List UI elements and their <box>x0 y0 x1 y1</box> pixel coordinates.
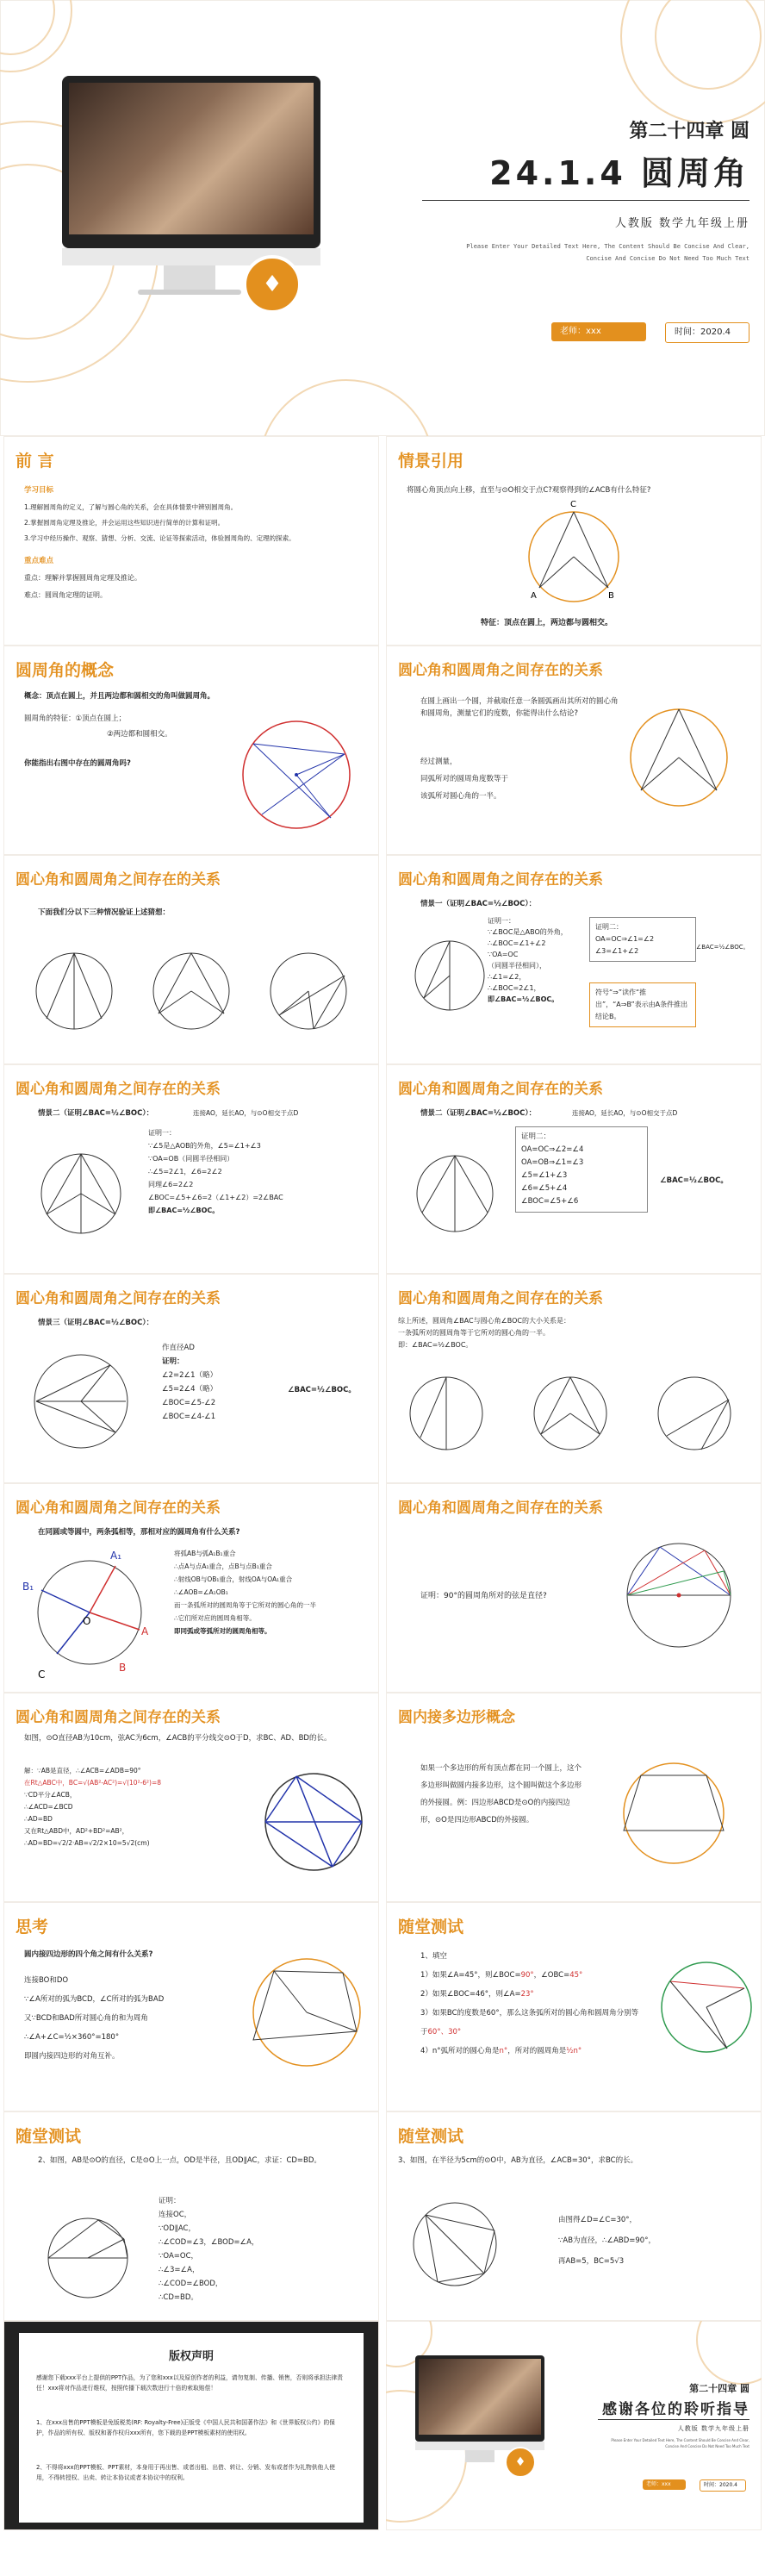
description-line: Please Enter Your Detailed Text Here, The Content Should Be Concise And Clear, <box>466 243 749 250</box>
reasoning: 连接BO和DO ∵∠A所对的弧为BCD，∠C所对的弧为BAD 又∵BCD和BAD所对圆心角的和为周角 ∴∠A+∠C=½×360°=180° 即圆内接四边形的对角互补。 <box>24 1976 165 2061</box>
description-line: Please Enter Your Detailed Text Here, The Content Should Be Concise And Clear, <box>611 2438 749 2442</box>
decor-ring <box>258 379 434 436</box>
slide-title: 圆心角和圆周角之间存在的关系 <box>398 1500 603 1517</box>
monitor-stand <box>164 265 215 290</box>
case-heading: 情景二（证明∠BAC=½∠BOC）： <box>38 1109 154 1118</box>
slide-title: 圆心角和圆周角之间存在的关系 <box>16 1290 221 1307</box>
slide-title: 随堂测试 <box>398 2127 464 2146</box>
circle-diagram <box>386 436 762 646</box>
answer: 特征：顶点在圆上，两边都与圆相交。 <box>481 619 613 627</box>
paragraph: 如果一个多边形的所有顶点都在同一个圆上，这个多边形叫做圆内接多边形，这个圆叫做这个多边形的外接圆。例：四边形ABCD是⊙O的内接四边形，⊙O是四边形ABCD的外接圆。 <box>420 1764 582 1824</box>
goals-heading: 学习目标 <box>24 486 54 495</box>
slide-test-1 <box>386 1902 762 2111</box>
closing-title: 感谢各位的聆听指导 <box>602 2401 749 2418</box>
proof: 证明一： ∵∠5是△AOB的外角，∠5=∠1+∠3 ∵OA=OB（同圆半径相同） ∴∠5=2∠1，∠6=2∠2 同理∠6=2∠2 ∠BOC=∠5+∠6=2（∠1+∠2）=2∠BAC 即∠BAC=½∠BOC。 <box>148 1129 283 1214</box>
circle-diagram <box>386 646 762 855</box>
description-line: Concise And Concise Do Not Need Too Much Text <box>665 2444 749 2448</box>
slide-title: 随堂测试 <box>16 2127 82 2146</box>
slide-relation-10 <box>3 1693 379 1902</box>
slide-relation-6 <box>3 1274 379 1483</box>
question: 3、如图，在半径为5cm的⊙O中，AB为直径，∠ACB=30°，求BC的长。 <box>398 2156 638 2165</box>
paragraph: 经过测量， <box>420 758 457 766</box>
chapter-title: 第二十四章 圆 <box>629 121 749 142</box>
solution: 由图得∠D=∠C=30°， ∵AB为直径，∴∠ABD=90°， 再AB=5，BC=5√3 <box>558 2216 656 2266</box>
slide-title: 圆心角和圆周角之间存在的关系 <box>398 1290 603 1307</box>
paragraph: 即：∠BAC=½∠BOC。 <box>398 1341 473 1349</box>
paragraph: 下面我们分以下三种情况验证上述猜想： <box>38 908 171 917</box>
subtitle: 人教版 数学九年级上册 <box>614 217 749 230</box>
goal-item: 2.掌握圆周角定理及推论，并会运用这些知识进行简单的计算和证明。 <box>24 519 225 527</box>
circle-diagram <box>386 1693 762 1902</box>
circle-diagram <box>3 1902 379 2111</box>
slide-title: 情景引用 <box>398 452 464 471</box>
slide-title: 思考 <box>16 1918 49 1937</box>
slide-closing <box>386 2321 762 2530</box>
slide-relation-2 <box>3 855 379 1064</box>
result: ∠BAC=½∠BOC。 <box>696 944 749 951</box>
question: 证明：90°的圆周角所对的弦是直径? <box>420 1592 547 1600</box>
feature-1: 圆周角的特征：①顶点在圆上； <box>24 714 127 723</box>
svg-text:O: O <box>83 1615 91 1627</box>
slide-title: 圆心角和圆周角之间存在的关系 <box>398 871 603 889</box>
svg-text:A: A <box>531 591 537 601</box>
copyright-title: 版权声明 <box>168 2350 214 2363</box>
proof-2: 证明二： OA=OC⇒∠1=∠2 ∠3=∠1+∠2 <box>589 917 696 962</box>
slide-polygon <box>386 1693 762 1902</box>
slide-title: 圆周角的概念 <box>16 661 115 680</box>
page-title: 24.1.4 圆周角 <box>489 154 749 192</box>
symbol-note: 符号“⇒”读作“推出”，“A⇒B”表示由A条件推出结论B。 <box>589 982 696 1027</box>
divider <box>598 2419 749 2420</box>
svg-text:B: B <box>608 591 614 601</box>
copyright-paragraph: 1、在xxx出售的PPT模板是免版税类(RF: Royalty-Free)正版受《中国人民共和国著作法》和《世界版权公约》的保护，作品的所有权、版权和著作权归xxx所有，您下载的是PPT模板素材的使用权。 <box>36 2419 335 2436</box>
slide-title: 圆心角和圆周角之间存在的关系 <box>16 871 221 889</box>
paragraph: 同弧所对的圆周角度数等于 <box>420 775 509 783</box>
slide-test-2 <box>3 2111 379 2321</box>
slide-copyright <box>3 2321 379 2530</box>
svg-text:B₁: B₁ <box>22 1581 34 1593</box>
slide-relation-8 <box>3 1483 379 1693</box>
copyright-card <box>19 2333 364 2523</box>
hint: 连接AO，延长AO，与⊙O相交于点D <box>193 1109 299 1117</box>
circle-diagram <box>386 1483 762 1693</box>
time-badge: 时间：2020.4 <box>700 2479 746 2492</box>
key-item: 重点：理解并掌握圆周角定理及推论。 <box>24 574 141 582</box>
case-heading: 情景一（证明∠BAC=½∠BOC）： <box>420 900 537 908</box>
teacher-badge: 老师：xxx <box>643 2479 686 2490</box>
proof: 将弧AB与弧A₁B₁重合 ∴点A与点A₁重合，点B与点B₁重合 ∴射线OB与OB₁重合，射线OA与OA₁重合 ∴∠AOB=∠A₁OB₁ 而一条弧所对的圆周角等于它所对的圆心角的一半 ∴它们所对应的圆周角相等。 即同弧或等弧所对的圆周角相等。 <box>174 1550 316 1635</box>
paragraph: 一条弧所对的圆周角等于它所对的圆心角的一半。 <box>398 1329 550 1337</box>
description-line: Concise And Concise Do Not Need Too Much Text <box>586 255 749 262</box>
slide-title: 前 言 <box>16 452 54 471</box>
key-item: 难点：圆周角定理的证明。 <box>24 591 107 599</box>
case-heading: 情景三（证明∠BAC=½∠BOC）： <box>38 1319 154 1327</box>
proof: 证明二： OA=OC⇒∠2=∠4 OA=OB⇒∠1=∠3 ∠5=∠1+∠3 ∠6=∠5+∠4 ∠BOC=∠5+∠6 <box>515 1126 648 1213</box>
bell-icon: ♦ <box>505 2447 536 2478</box>
paragraph: 综上所述，圆周角∠BAC与圆心角∠BOC的大小关系是： <box>398 1317 570 1325</box>
copyright-paragraph: 感谢您下载xxx平台上提供的PPT作品，为了您和xxx以及原创作者的利益，请勿复制、传播、销售，否则将承担法律责任！xxx将对作品进行维权，按照传播下载次数进行十倍的索取赔偿！ <box>36 2374 343 2392</box>
monitor-photo <box>419 2359 541 2435</box>
monitor-frame <box>415 2355 544 2442</box>
goal-item: 1.理解圆周角的定义，了解与圆心角的关系，会在具体情景中辨别圆周角。 <box>24 503 238 511</box>
result: ∠BAC=½∠BOC。 <box>288 1386 356 1394</box>
solution: 解：∵AB是直径，∴∠ACB=∠ADB=90° 在Rt△ABC中，BC=√(AB²-AC²)=√(10²-6²)=8 ∵CD平分∠ACB， ∴∠ACD=∠BCD ∴AD=BD 又在Rt△ABD中，AD²+BD²=AB²， ∴AD=BD=√2/2·AB=√2/2×10=5√2(cm) <box>24 1767 162 1847</box>
monitor-base <box>138 290 241 295</box>
slide-title: 圆心角和圆周角之间存在的关系 <box>16 1500 221 1517</box>
monitor-photo <box>69 83 314 234</box>
key-heading: 重点难点 <box>24 557 54 565</box>
svg-text:A: A <box>141 1625 149 1637</box>
bell-icon: ♦ <box>243 255 302 314</box>
slide-title: 随堂测试 <box>398 1918 464 1937</box>
slide-intro <box>386 436 762 646</box>
slide-relation-4 <box>3 1064 379 1274</box>
svg-text:A₁: A₁ <box>110 1550 122 1562</box>
slide-relation-1 <box>386 646 762 855</box>
copyright-paragraph: 2、不得将xxx的PPT模板、PPT素材，本身用于再出售、或者出租、出借、转让、分销、发布或者作为礼物供他人使用，不得转授权、出卖、转让本协议或者本协议中的权利。 <box>36 2464 335 2481</box>
paragraph: 该弧所对圆心角的一半。 <box>420 792 501 801</box>
goal-item: 3.学习中经历操作、观察、猜想、分析、交流、论证等探索活动，体验圆周角的、定理的探索。 <box>24 534 295 542</box>
question: 2、如图，AB是⊙O的直径，C是⊙O上一点，OD是半径，且OD∥AC，求证：CD=BD。 <box>38 2156 321 2165</box>
decor-ring <box>696 2321 762 2385</box>
proof: 证明： 连接OC， ∵OD∥AC， ∴∠COD=∠3，∠BOD=∠A， ∵OA=OC， ∴∠3=∠A， ∴∠COD=∠BOD， ∴CD=BD。 <box>159 2197 259 2302</box>
slide-concept <box>3 646 379 855</box>
three-cases-diagram <box>3 855 379 1064</box>
case-heading: 情景二（证明∠BAC=½∠BOC）： <box>420 1109 537 1118</box>
question: 在同圆或等圆中，两条弧相等，那相对应的圆周角有什么关系? <box>38 1528 240 1537</box>
slide-relation-7 <box>386 1274 762 1483</box>
slide-relation-3 <box>386 855 762 1064</box>
svg-text:C: C <box>38 1668 46 1681</box>
circle-diagram <box>3 1693 379 1902</box>
time-badge: 时间：2020.4 <box>665 322 749 343</box>
slide-relation-9 <box>386 1483 762 1693</box>
definition: 概念：顶点在圆上，并且两边都和圆相交的角叫做圆周角。 <box>24 692 215 701</box>
paragraph: 在圆上画出一个圆，并截取任意一条圆弧画出其所对的圆心角和圆周角，测量它们的度数，你能得出什么结论? <box>420 697 619 718</box>
slide-preface <box>3 436 379 646</box>
slide-relation-5 <box>386 1064 762 1274</box>
proof: 作直径AD 证明： ∠2=2∠1（略） ∠5=2∠4（略） ∠BOC=∠5-∠2 ∠BOC=∠4-∠1 <box>162 1344 218 1421</box>
circle-diagram <box>3 646 379 855</box>
slide-think <box>3 1902 379 2111</box>
monitor-stand <box>465 2450 494 2462</box>
question: 圆内接四边形的四个角之间有什么关系? <box>24 1950 153 1959</box>
slide-test-3 <box>386 2111 762 2321</box>
slide-title: 圆心角和圆周角之间存在的关系 <box>398 1081 603 1098</box>
slide-title: 圆内接多边形概念 <box>398 1709 515 1726</box>
question: 将圆心角顶点向上移，直至与⊙O相交于点C?观察得到的∠ACB有什么特征? <box>407 486 651 495</box>
three-cases-diagram <box>386 1274 762 1483</box>
exercise: 1、填空 1）如果∠A=45°，则∠BOC=90°，∠OBC=45° 2）如果∠BOC=46°，则∠A=23° 3）如果BC的度数是60°，那么这条弧所对的圆心角和圆周角分别等于60°、30° 4）n°弧所对的圆心角是n°，所对的圆周角是½n° <box>420 1952 639 2055</box>
feature-2: ②两边都和圆相交。 <box>107 730 172 739</box>
result: ∠BAC=½∠BOC。 <box>660 1176 728 1185</box>
slide-title: 圆心角和圆周角之间存在的关系 <box>16 1709 221 1726</box>
svg-text:B: B <box>119 1662 127 1674</box>
chapter-title: 第二十四章 圆 <box>689 2383 749 2394</box>
slide-title: 圆心角和圆周角之间存在的关系 <box>16 1081 221 1098</box>
question: 你能指出右图中存在的圆周角吗? <box>24 759 131 768</box>
question: 如图，⊙O直径AB为10cm，弦AC为6cm，∠ACB的平分线交⊙O于D，求BC、AD、BD的长。 <box>24 1734 332 1743</box>
slide-title: 圆心角和圆周角之间存在的关系 <box>398 662 603 679</box>
subtitle: 人教版 数学九年级上册 <box>677 2425 749 2432</box>
monitor-frame <box>62 76 320 248</box>
cover-slide <box>0 0 765 436</box>
hint: 连接AO，延长AO，与⊙O相交于点D <box>572 1109 678 1117</box>
proof-1: 证明一： ∵∠BOC是△ABO的外角， ∴∠BOC=∠1+∠2 ∵OA=OC （同圆半径相同）， ∴∠1=∠2， ∴∠BOC=2∠1， 即∠BAC=½∠BOC。 <box>488 917 568 1003</box>
circle-diagram <box>386 1902 762 2111</box>
teacher-badge: 老师：xxx <box>551 322 646 341</box>
svg-text:C: C <box>570 500 576 509</box>
divider <box>422 200 749 201</box>
